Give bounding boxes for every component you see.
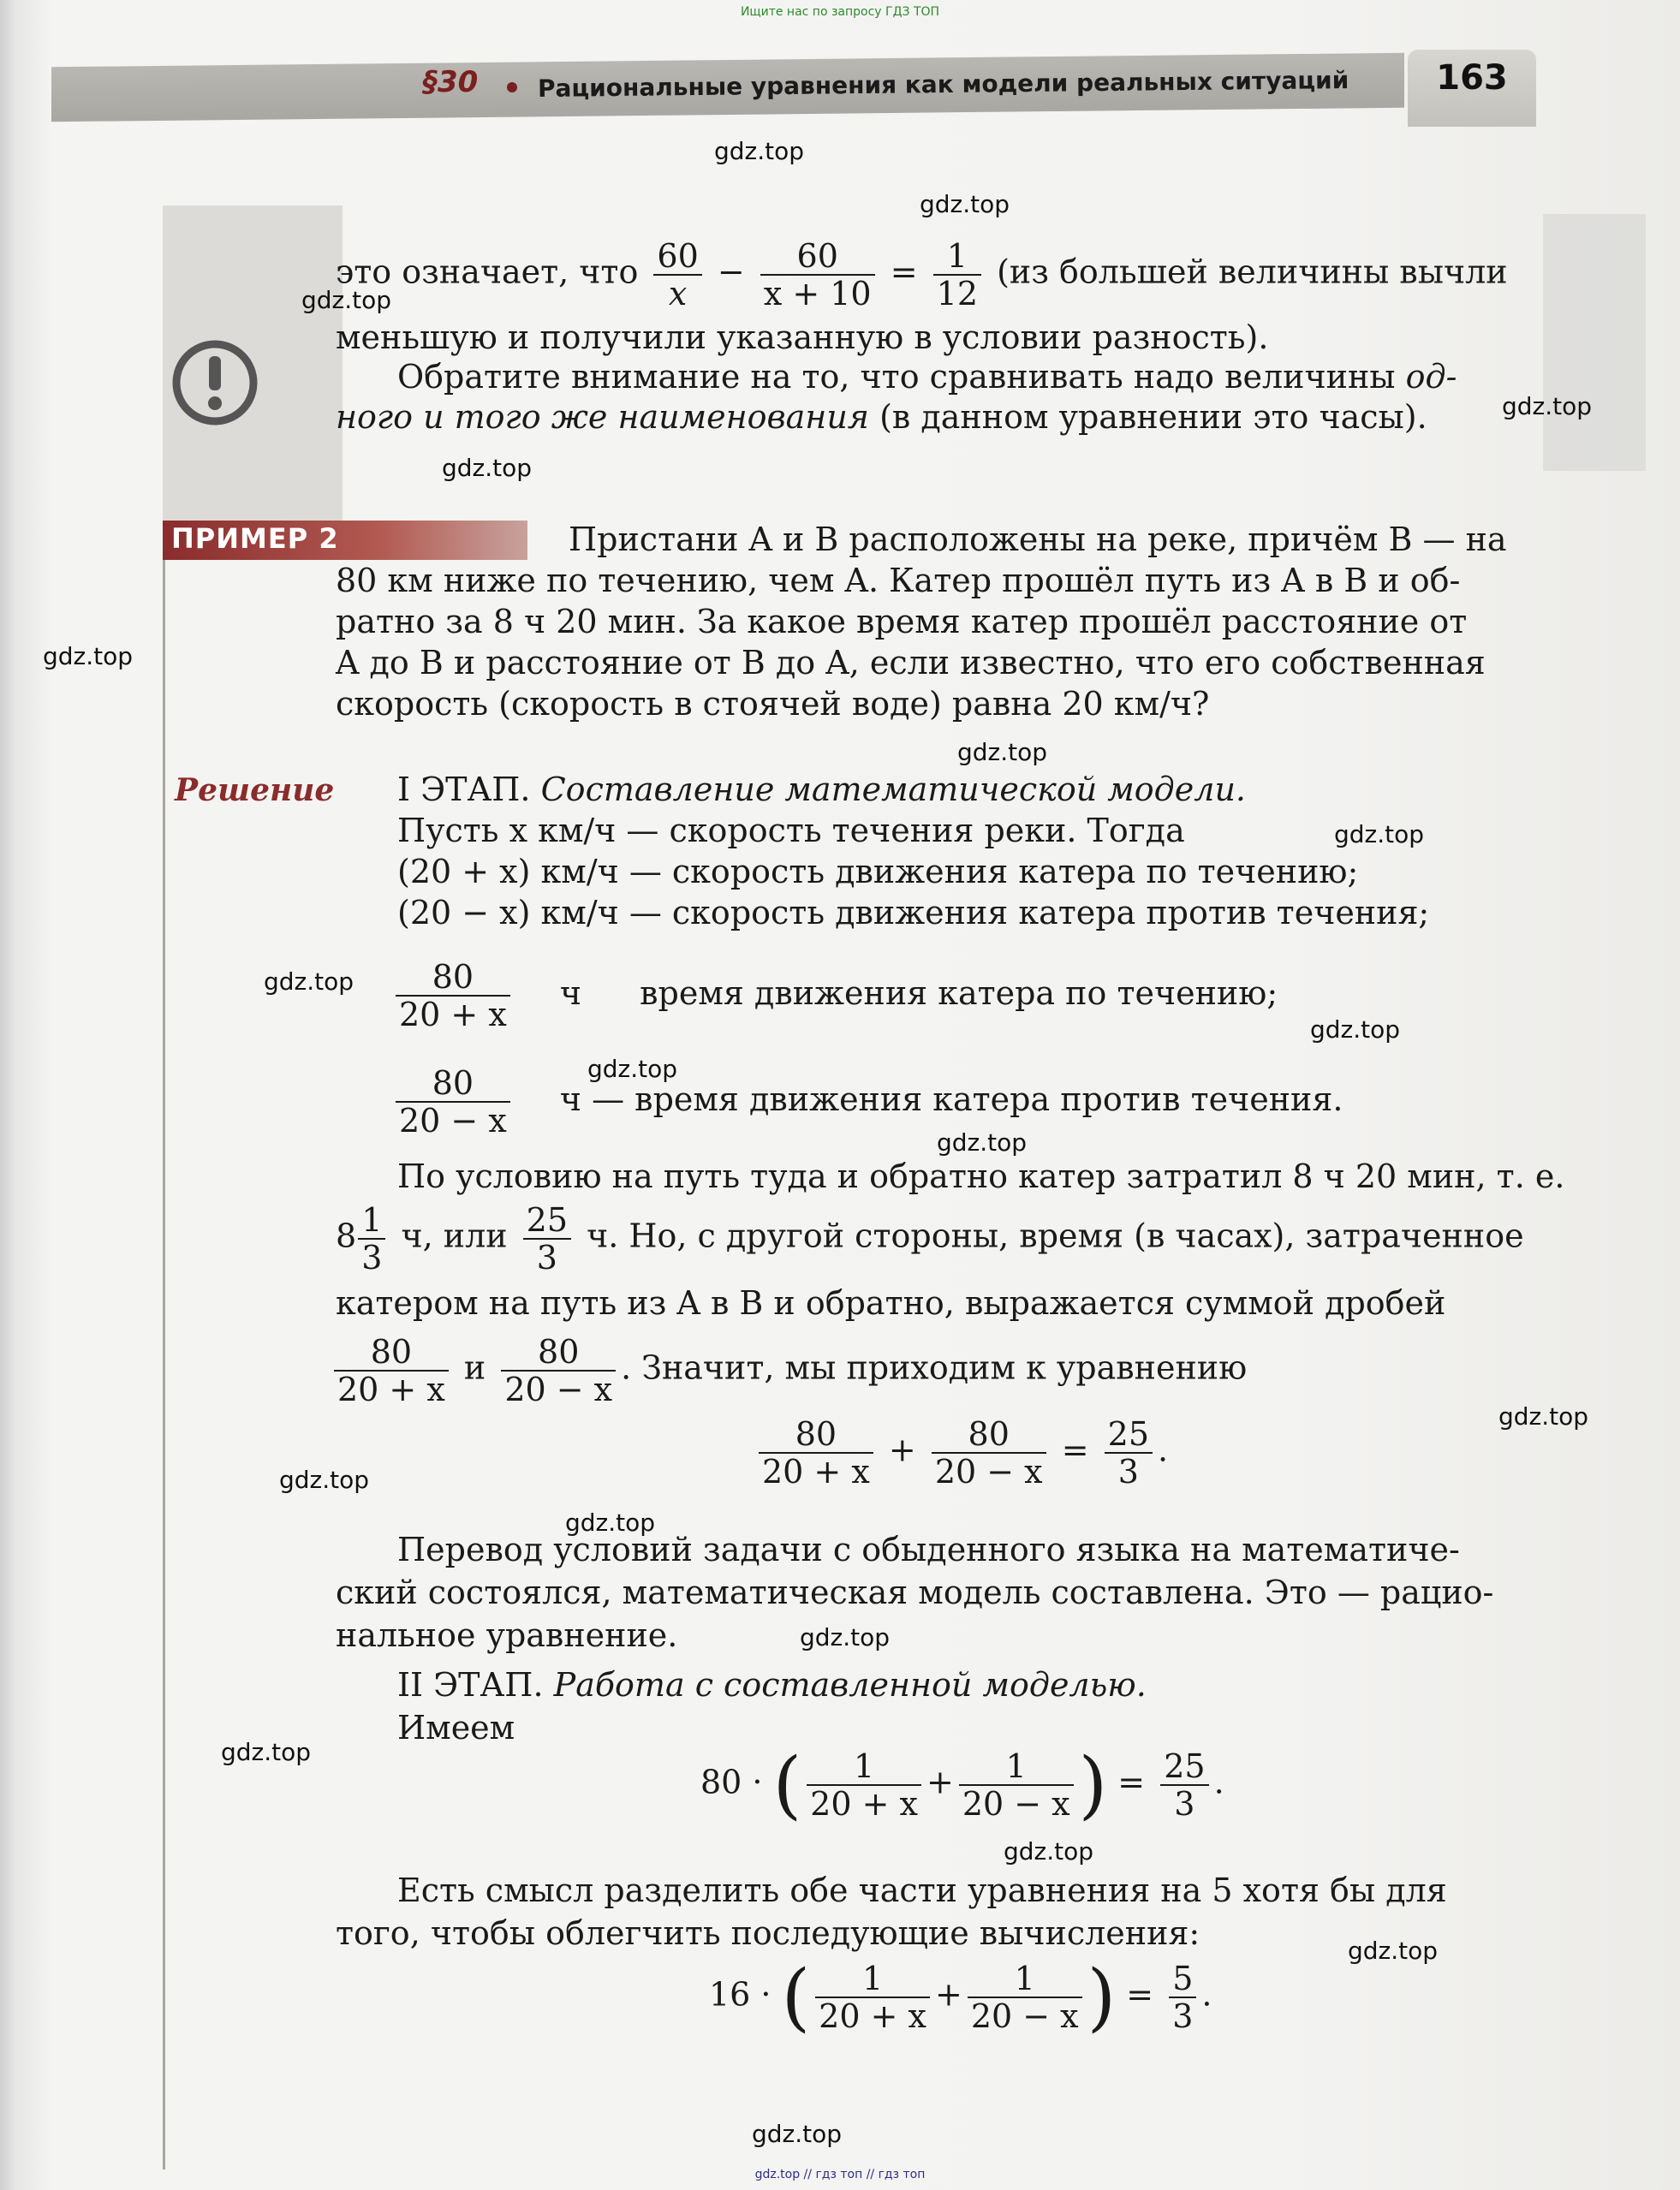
bottom-note: gdz.top // гдз топ // гдз топ bbox=[754, 2168, 926, 2181]
exclamation-icon bbox=[168, 336, 262, 430]
watermark: gdz.top bbox=[587, 1055, 678, 1083]
intro-line-4: ного и того же наименования (в данном уравнении это часы). bbox=[336, 398, 1427, 436]
margin-rule bbox=[163, 560, 165, 2169]
example-line-4: A до B и расстояние от B до A, если известно, что его собственная bbox=[336, 644, 1486, 681]
solution-line-12: нальное уравнение. bbox=[336, 1616, 678, 1654]
watermark: gdz.top bbox=[279, 1466, 370, 1494]
watermark: gdz.top bbox=[301, 286, 392, 314]
fraction-1-over-20-plus-x: $\frac{1}{20 + x}$ bbox=[815, 1961, 930, 2034]
fraction-1-over-3: $\frac{1}{3}$ bbox=[358, 1202, 385, 1276]
fraction-1-over-20-plus-x: $\frac{1}{20 + x}$ bbox=[807, 1748, 921, 1822]
fraction-80-over-20-plus-x: $\frac{80}{20 + x}$ bbox=[334, 1334, 449, 1407]
top-note: Ищите нас по запросу ГДЗ ТОП bbox=[740, 5, 940, 19]
header-bullet bbox=[507, 82, 517, 92]
intro-line-2: меньшую и получили указанную в условии разность). bbox=[336, 318, 1269, 356]
fraction-1-over-12: $\frac{1}{12}$ bbox=[933, 238, 981, 312]
fraction-60-over-x-plus-10: $\frac{60}{x + 10}$ bbox=[760, 238, 875, 312]
solution-line-11: ский состоялся, математическая модель составлена. Это — рацио- bbox=[336, 1574, 1494, 1611]
solution-line-3: (20 − x) км/ч — скорость движения катера против течения; bbox=[397, 894, 1430, 931]
solution-line-2: (20 + x) км/ч — скорость движения катера по течению; bbox=[397, 853, 1359, 890]
stage-2-heading: II ЭТАП. Работа с составленной моделью. bbox=[397, 1666, 1147, 1704]
fraction-80-over-20-plus-x: $\frac{80}{20 + x}$ bbox=[759, 1416, 873, 1490]
watermark: gdz.top bbox=[1502, 392, 1593, 420]
fraction-80-over-20-plus-x: $\frac{80}{20 + x}$ bbox=[396, 959, 510, 1033]
watermark: gdz.top bbox=[752, 2120, 843, 2148]
solution-line-9: $\frac{80}{20 + x}$ и $\frac{80}{20 - x}$ . Значит, мы приходим к уравнению bbox=[329, 1334, 1247, 1407]
fraction-80-over-20-minus-x: $\frac{80}{20 - x}$ bbox=[396, 1065, 510, 1139]
watermark: gdz.top bbox=[442, 454, 533, 482]
fraction-60-over-x: $\frac{60}{x}$ bbox=[653, 238, 701, 312]
fraction-25-over-3: $\frac{25}{3}$ bbox=[1105, 1416, 1153, 1490]
solution-line-13: Имеем bbox=[397, 1709, 515, 1747]
watermark: gdz.top bbox=[565, 1509, 656, 1537]
fraction-25-over-3: $\frac{25}{3}$ bbox=[1160, 1748, 1208, 1822]
equation-2: 80 · ( $\frac{1}{20 + x}$ + $\frac{1}{20 - x}$ ) = $\frac{25}{3}$ . bbox=[700, 1742, 1224, 1828]
fraction-1-over-20-minus-x: $\frac{1}{20 - x}$ bbox=[959, 1748, 1074, 1822]
solution-line-15: того, чтобы облегчить последующие вычисления: bbox=[336, 1914, 1200, 1952]
watermark: gdz.top bbox=[264, 967, 354, 996]
equation-3: 16 · ( $\frac{1}{20 + x}$ + $\frac{1}{20 - x}$ ) = $\frac{5}{3}$ . bbox=[709, 1955, 1212, 2040]
example-line-2: 80 км ниже по течению, чем A. Катер прошёл путь из A в B и об- bbox=[336, 562, 1461, 599]
solution-line-6: По условию на путь туда и обратно катер затратил 8 ч 20 мин, т. е. bbox=[397, 1157, 1565, 1195]
solution-line-14: Есть смысл разделить обе части уравнения на 5 хотя бы для bbox=[397, 1872, 1447, 1909]
watermark: gdz.top bbox=[957, 738, 1048, 766]
intro-line-3: Обратите внимание на то, что сравнивать надо величины од- bbox=[397, 358, 1457, 396]
fraction-25-over-3: $\frac{25}{3}$ bbox=[523, 1202, 571, 1276]
watermark: gdz.top bbox=[800, 1623, 891, 1651]
example-line-3: ратно за 8 ч 20 мин. За какое время катер прошёл расстояние от bbox=[336, 603, 1468, 640]
page-number: 163 bbox=[1436, 58, 1508, 98]
solution-line-1: Пусть x км/ч — скорость течения реки. Тогда bbox=[397, 812, 1185, 849]
solution-line-4: $\frac{80}{20 + x}$ ч время движения катера по течению; bbox=[390, 959, 1278, 1033]
watermark: gdz.top bbox=[1498, 1402, 1589, 1431]
watermark: gdz.top bbox=[1310, 1015, 1401, 1044]
fraction-80-over-20-minus-x: $\frac{80}{20 - x}$ bbox=[932, 1416, 1046, 1490]
fraction-1-over-20-minus-x: $\frac{1}{20 - x}$ bbox=[968, 1961, 1082, 2034]
paragraph-number: §30 bbox=[423, 65, 479, 99]
header-title: Рациональные уравнения как модели реальных ситуаций bbox=[537, 66, 1349, 103]
fraction-5-over-3: $\frac{5}{3}$ bbox=[1169, 1961, 1196, 2034]
stage-1-heading: I ЭТАП. Составление математической модели. bbox=[397, 771, 1246, 808]
watermark: gdz.top bbox=[920, 190, 1010, 218]
bleed-through-shadow bbox=[1543, 214, 1646, 471]
watermark: gdz.top bbox=[43, 642, 134, 670]
fraction-80-over-20-minus-x: $\frac{80}{20 - x}$ bbox=[501, 1334, 616, 1407]
watermark: gdz.top bbox=[1348, 1937, 1439, 1965]
watermark: gdz.top bbox=[1004, 1837, 1094, 1866]
equation-1: $\frac{80}{20 + x}$ + $\frac{80}{20 - x}$ = $\frac{25}{3}$ . bbox=[754, 1416, 1168, 1490]
solution-label: Решение bbox=[175, 772, 335, 808]
example-line-5: скорость (скорость в стоячей воде) равна 20 км/ч? bbox=[336, 685, 1210, 723]
watermark: gdz.top bbox=[714, 137, 805, 165]
intro-line-1: это означает, что $\frac{60}{x}$ − $\frac{60}{x + 10}$ = $\frac{1}{12}$ (из большей величины вычли bbox=[336, 237, 1508, 312]
watermark: gdz.top bbox=[221, 1738, 312, 1766]
watermark: gdz.top bbox=[1334, 820, 1425, 848]
solution-line-7: 8 $\frac{1}{3}$ ч, или $\frac{25}{3}$ ч. Но, с другой стороны, время (в часах), затраченное bbox=[336, 1201, 1524, 1277]
solution-line-5: $\frac{80}{20 - x}$ ч — время движения катера против течения. bbox=[390, 1065, 1343, 1139]
watermark: gdz.top bbox=[937, 1128, 1028, 1157]
example-line-1: Пристани A и B расположены на реке, причём B — на bbox=[569, 521, 1507, 558]
example-label: ПРИМЕР 2 bbox=[171, 522, 339, 555]
solution-line-10: Перевод условий задачи с обыденного языка на математиче- bbox=[397, 1531, 1460, 1568]
solution-line-8: катером на путь из A в B и обратно, выражается суммой дробей bbox=[336, 1284, 1446, 1322]
